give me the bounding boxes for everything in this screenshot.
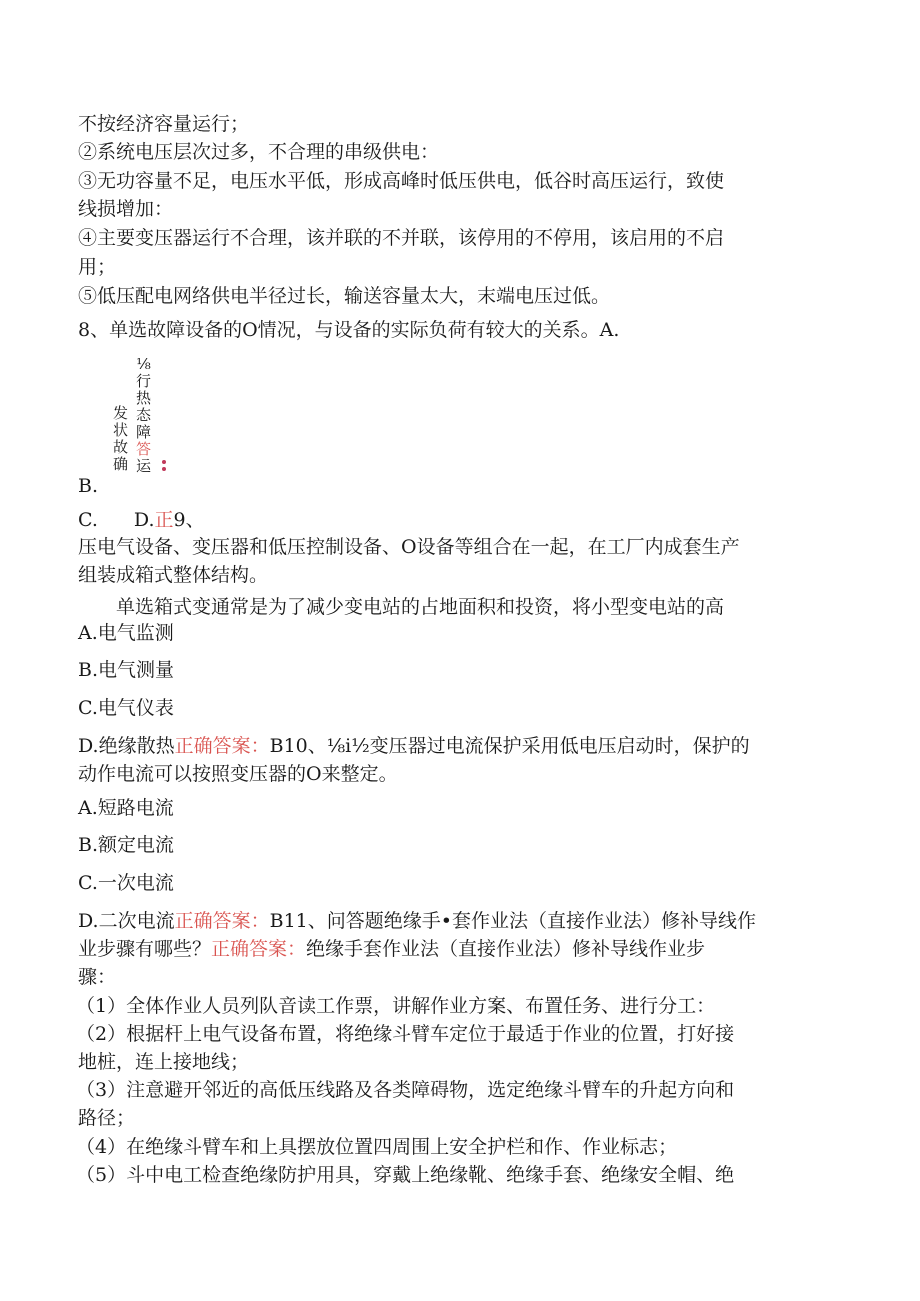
step-line: （2）根据杆上电气设备布置，将绝缘斗臂车定位于最适于作业的位置，打好接	[76, 1023, 735, 1045]
step-line: （1）全体作业人员列队音读工作票，讲解作业方案、布置任务、进行分工：	[76, 995, 716, 1017]
vertical-text-col2	[135, 356, 152, 475]
step-line: （3）注意避开邻近的高低压线路及各类障碍物，选定绝缘斗臂车的升起方向和	[76, 1079, 735, 1101]
option-b: B.额定电流	[78, 834, 175, 856]
text-line: ②系统电压层次过多，不合理的串级供电：	[78, 141, 440, 163]
question-8: 8、单选故障设备的O情况，与设备的实际负荷有较大的关系。A.	[78, 319, 620, 341]
answer-label: 正确答案：	[211, 938, 307, 960]
colon-dot-icon	[162, 460, 166, 464]
step-line: 地桩，连上接地线；	[78, 1051, 250, 1073]
option-c: C.一次电流	[78, 872, 174, 894]
text-line	[78, 937, 705, 961]
text-line: 单选箱式变通常是为了减少变电站的占地面积和投资，将小型变电站的高	[116, 596, 725, 618]
text-line: 用；	[78, 256, 117, 278]
option-d-with-answer	[78, 734, 750, 758]
answer-text: 绝缘手套作业法（直接作业法）修补导线作业步	[306, 938, 706, 960]
option-b: B.	[78, 475, 99, 497]
option-row	[78, 508, 205, 532]
text-line: 不按经济容量运行；	[78, 113, 250, 135]
option-a: A.电气监测	[78, 622, 174, 644]
vertical-text-col2-answer: 答	[135, 440, 151, 458]
answer-label: 正确答案：	[174, 735, 270, 757]
text-line: ⑤低压配电网络供电半径过长，输送容量太大，末端电压过低。	[78, 285, 611, 307]
text-line: 动作电流可以按照变压器的O来整定。	[78, 763, 398, 785]
option-c: C.	[78, 509, 98, 531]
option-c: C.电气仪表	[78, 697, 174, 719]
text-line: 压电气设备、变压器和低压控制设备、O设备等组合在一起，在工厂内成套生产	[78, 536, 740, 558]
vertical-text-col2-top: ⅛行热态障	[135, 355, 151, 441]
text-line: 组装成箱式整体结构。	[78, 564, 269, 586]
text-line: ③无功容量不足，电压水平低，形成高峰时低压供电，低谷时高压运行，致使	[78, 170, 725, 192]
text-line: 线损增加：	[78, 198, 174, 220]
question-9-number: 9、	[173, 509, 205, 531]
question-text: 业步骤有哪些？	[78, 938, 212, 960]
option-a: A.短路电流	[78, 797, 174, 819]
option-d: D.	[133, 509, 155, 531]
step-line: 路径；	[78, 1107, 136, 1129]
option-d: D.绝缘散热	[78, 735, 175, 757]
text-line: 骤：	[78, 966, 117, 988]
option-b: B.电气测量	[78, 659, 175, 681]
step-line: （5）斗中电工检查绝缘防护用具，穿戴上绝缘靴、绝缘手套、绝缘安全帽、绝	[76, 1164, 735, 1186]
answer-text: B10、⅛i½变压器过电流保护采用低电压启动时，保护的	[269, 735, 750, 757]
option-d-with-answer	[78, 909, 756, 933]
option-d: D.二次电流	[78, 910, 175, 932]
answer-text: B11、问答题绝缘手•套作业法（直接作业法）修补导线作	[269, 910, 756, 932]
vertical-text-col1: 发状故确	[112, 404, 128, 473]
colon-dot-icon	[162, 467, 166, 471]
text-line: ④主要变压器运行不合理，该并联的不并联，该停用的不停用，该启用的不启	[78, 227, 725, 249]
vertical-text-col2-bottom: 运	[135, 457, 151, 475]
answer-fragment: 正	[154, 509, 174, 531]
answer-label: 正确答案：	[174, 910, 270, 932]
step-line: （4）在绝缘斗臂车和上具摆放位置四周围上安全护栏和作、作业标志；	[76, 1136, 678, 1158]
